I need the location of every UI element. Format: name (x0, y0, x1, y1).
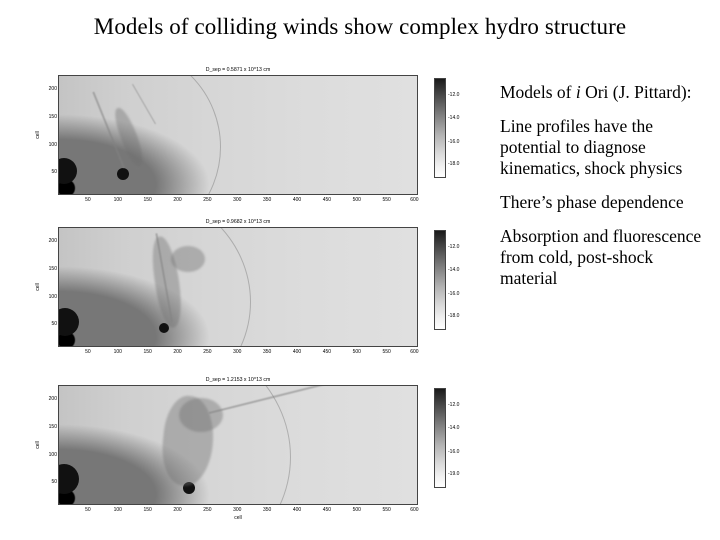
panel-middle-yaxis: 200 150 100 50 (48, 238, 57, 328)
panel-middle-label: D_sep = 0.9682 x 10^13 cm (205, 219, 271, 225)
body-paragraph-3: There’s phase dependence (500, 192, 684, 212)
body-paragraph-4: Absorption and fluorescence from cold, post-shock material (500, 226, 702, 288)
shock-clump (179, 398, 223, 432)
panel-middle-ylabel: cell (34, 283, 41, 291)
panel-bottom-label: D_sep = 1.2153 x 10^13 cm (205, 377, 271, 383)
panel-top-yaxis: 200 150 100 50 (48, 86, 57, 176)
panel-bottom-colorbar: -12.0 -14.0 -16.0 -19.0 (434, 388, 446, 488)
figure-panel-middle: D_sep = 0.9682 x 10^13 cm 200 150 100 50 cell 50 100 150 200 250 300 350 400 450 500 550 600 (58, 227, 418, 347)
panel-bottom-yaxis: 200 150 100 50 (48, 396, 57, 486)
panel-bottom-image (59, 386, 417, 504)
figure-panel-bottom: D_sep = 1.2153 x 10^13 cm 200 150 100 50 cell 50 100 150 200 250 300 350 400 450 500 550 600 cell (58, 385, 418, 505)
panel-top-image (59, 76, 417, 194)
panel-bottom-xlabel: cell (234, 515, 242, 521)
slide-body-text (500, 82, 705, 302)
panel-middle-image (59, 228, 417, 346)
panel-top-plot (58, 75, 418, 195)
paragraph-1-post: Ori (J. Pittard): (580, 82, 692, 102)
wind-arc (58, 75, 221, 195)
shock-clump (171, 246, 205, 272)
panel-middle-plot (58, 227, 418, 347)
paragraph-1-italic: i (575, 82, 581, 102)
panel-middle-colorbar: -12.0 -14.0 -16.0 -18.0 (434, 230, 446, 330)
body-paragraph-1 (500, 82, 705, 103)
paragraph-1-pre: Models of (500, 82, 576, 102)
panel-bottom-plot (58, 385, 418, 505)
panel-top-ylabel: cell (34, 131, 41, 139)
panel-top-label: D_sep = 0.5871 x 10^13 cm (205, 67, 271, 73)
panel-bottom-ylabel: cell (34, 441, 41, 449)
page-title: Models of colliding winds show complex hydro structure (93, 14, 627, 39)
figure-panel-top: D_sep = 0.5871 x 10^13 cm 200 150 100 50 cell 50 100 150 200 250 300 350 400 450 500 550 600 (58, 75, 418, 195)
body-paragraph-2: Line profiles have the potential to diagnose kinematics, shock physics (500, 116, 683, 178)
panel-top-colorbar: -12.0 -14.0 -16.0 -18.0 (434, 78, 446, 178)
